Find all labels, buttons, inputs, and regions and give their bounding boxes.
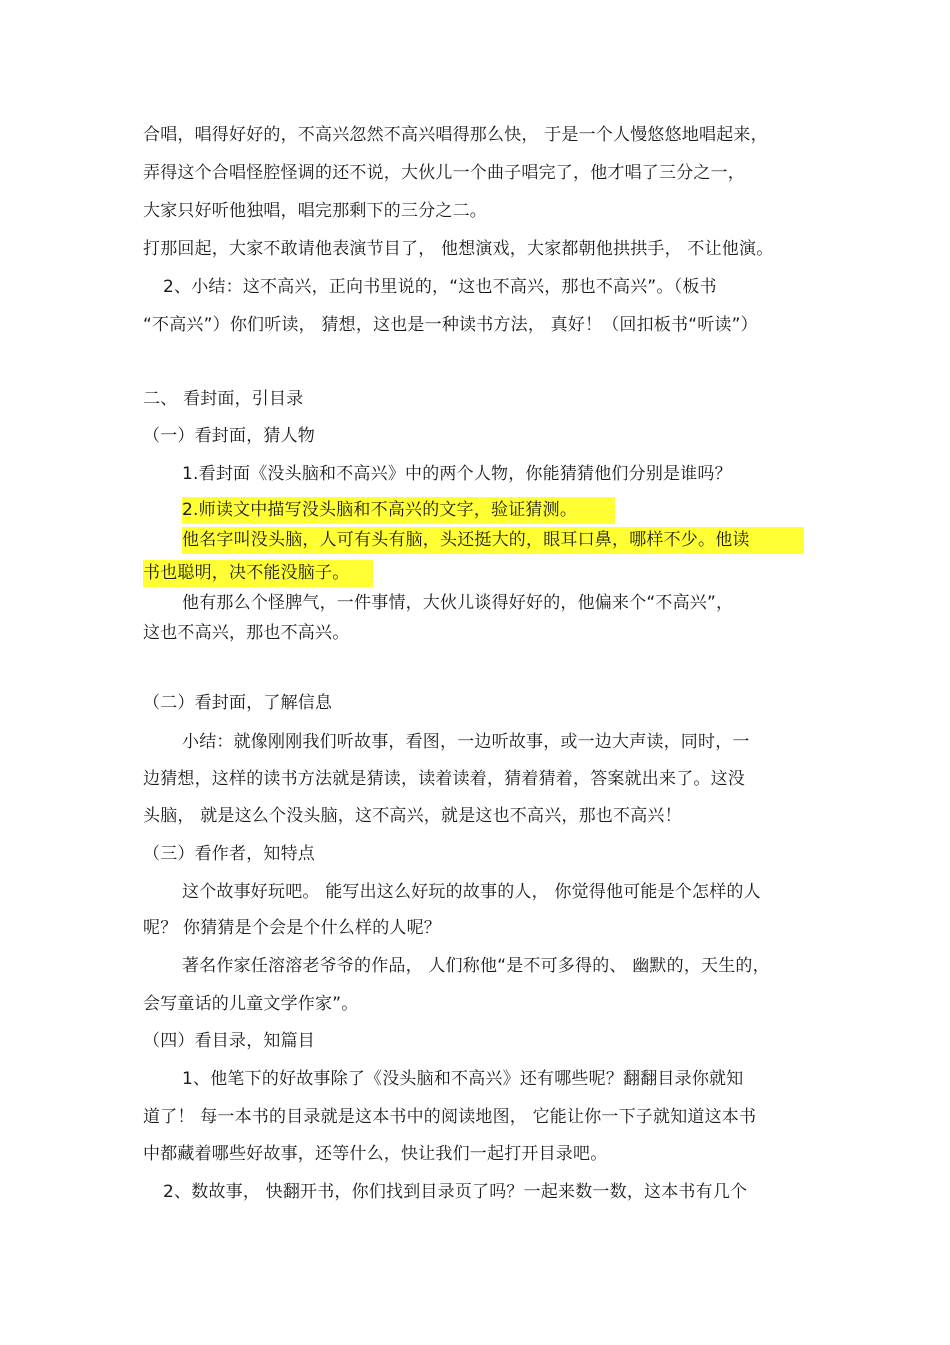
highlighted-line: 2.师读文中描写没头脑和不高兴的文字，验证猜测。 <box>182 497 615 524</box>
list-item: 1.看封面《没头脑和不高兴》中的两个人物，你能猜猜他们分别是谁吗？ <box>182 464 732 484</box>
text-line: 中都藏着哪些好故事，还等什么，快让我们一起打开目录吧。 <box>143 1144 608 1164</box>
text-line: 大家只好听他独唱，唱完那剩下的三分之二。 <box>143 201 487 221</box>
highlighted-line: 他名字叫没头脑，人可有头有脑，头还挺大的，眼耳口鼻，哪样不少。他读 <box>182 527 804 554</box>
text-line: 这个故事好玩吧。 能写出这么好玩的故事的人， 你觉得他可能是个怎样的人 <box>182 882 761 902</box>
summary-line: “不高兴”）你们听读， 猜想，这也是一种读书方法， 真好！（回扣板书“听读”） <box>143 315 758 335</box>
text-line: 打那回起，大家不敢请他表演节目了， 他想演戏，大家都朝他拱拱手， 不让他演。 <box>143 239 774 259</box>
text-line: 合唱，唱得好好的，不高兴忽然不高兴唱得那么快， 于是一个人慢悠悠地唱起来， <box>143 125 768 145</box>
text-line: 会写童话的儿童文学作家”。 <box>143 994 359 1014</box>
text-line: 著名作家任溶溶老爷爷的作品， 人们称他“是不可多得的、 幽默的，天生的， <box>182 956 770 976</box>
text-line: 他有那么个怪脾气，一件事情，大伙儿谈得好好的，他偏来个“不高兴”， <box>182 593 734 613</box>
section-heading: 二、 看封面，引目录 <box>143 389 304 409</box>
subsection-heading: （一）看封面，猜人物 <box>143 426 315 446</box>
text-line: 这也不高兴，那也不高兴。 <box>143 623 350 643</box>
subsection-heading: （四）看目录，知篇目 <box>143 1031 315 1051</box>
text-line: 1、他笔下的好故事除了《没头脑和不高兴》还有哪些呢？翻翻目录你就知 <box>182 1069 744 1089</box>
subsection-heading: （二）看封面，了解信息 <box>143 693 333 713</box>
text-line: 弄得这个合唱怪腔怪调的还不说，大伙儿一个曲子唱完了，他才唱了三分之一， <box>143 163 745 183</box>
text-line: 头脑， 就是这么个没头脑，这不高兴，就是这也不高兴，那也不高兴！ <box>143 806 682 826</box>
text-line: 呢？ 你猜猜是个会是个什么样的人呢？ <box>143 918 442 938</box>
summary-line: 2、小结：这不高兴，正向书里说的，“这也不高兴，那也不高兴”。（板书 <box>163 277 717 297</box>
text-line: 边猜想，这样的读书方法就是猜读，读着读着，猜着猜着，答案就出来了。这没 <box>143 769 745 789</box>
subsection-heading: （三）看作者，知特点 <box>143 844 315 864</box>
highlighted-line: 书也聪明，决不能没脑子。 <box>143 560 373 587</box>
text-line: 2、数故事， 快翻开书，你们找到目录页了吗？一起来数一数，这本书有几个 <box>163 1182 748 1202</box>
text-line: 道了！ 每一本书的目录就是这本书中的阅读地图， 它能让你一下子就知道这本书 <box>143 1107 757 1127</box>
text-line: 小结：就像刚刚我们听故事，看图，一边听故事，或一边大声读，同时，一 <box>182 732 750 752</box>
